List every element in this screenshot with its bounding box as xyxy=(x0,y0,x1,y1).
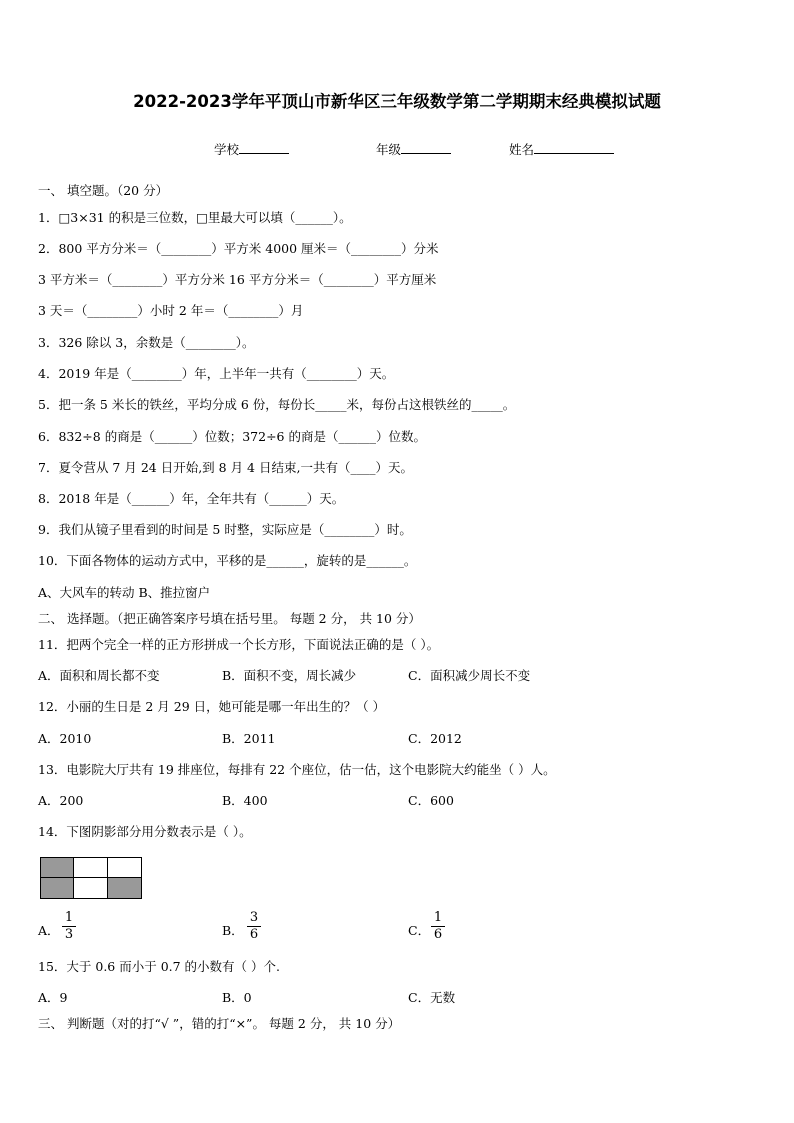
q14-option-b-fraction xyxy=(247,910,261,943)
name-label: 姓名 xyxy=(509,142,535,157)
q14-shaded-grid-figure xyxy=(40,857,142,899)
q15-option-c: C．无数 xyxy=(408,990,456,1005)
question-14: 14．下图阴影部分用分数表示是（ ）。 xyxy=(38,824,252,839)
question-7: 7．夏令营从 7 月 24 日开始,到 8 月 4 日结束,一共有（____）天。 xyxy=(38,460,413,475)
grade-label: 年级 xyxy=(376,142,402,157)
fraction-denominator: 3 xyxy=(64,927,74,942)
question-2c: 3 天＝（________）小时 2 年＝（________）月 xyxy=(38,303,304,318)
question-10: 10．下面各物体的运动方式中，平移的是______，旋转的是______。 xyxy=(38,553,417,568)
section-1-heading: 一、 填空题。（20 分） xyxy=(38,183,169,198)
q13-option-c: C．600 xyxy=(408,793,454,808)
grid-cell-blank xyxy=(74,878,107,898)
fraction-denominator: 6 xyxy=(433,927,443,942)
question-6: 6．832÷8 的商是（______）位数；372÷6 的商是（______）位数。 xyxy=(38,429,426,444)
question-11: 11．把两个完全一样的正方形拼成一个长方形，下面说法正确的是（ ）。 xyxy=(38,637,440,652)
q12-option-b: B．2011 xyxy=(222,731,276,746)
question-12: 12．小丽的生日是 2 月 29 日，她可能是哪一年出生的？（ ） xyxy=(38,699,386,714)
q14-option-a-fraction xyxy=(62,910,76,943)
fraction-denominator: 6 xyxy=(249,927,259,942)
question-15: 15．大于 0.6 而小于 0.7 的小数有（ ）个. xyxy=(38,959,281,974)
question-4: 4．2019 年是（________）年，上半年一共有（________）天。 xyxy=(38,366,395,381)
question-2b: 3 平方米＝（________）平方分米 16 平方分米＝（________）平方厘米 xyxy=(38,272,437,287)
q14-option-b-label: B． xyxy=(222,923,244,938)
grid-cell-shaded xyxy=(108,878,141,898)
page-title: 2022-2023学年平顶山市新华区三年级数学第二学期期末经典模拟试题 xyxy=(133,92,661,111)
question-5: 5．把一条 5 米长的铁丝，平均分成 6 份，每份长_____米，每份占这根铁丝的_____。 xyxy=(38,397,516,412)
grade-blank xyxy=(401,141,451,154)
q11-option-b: B．面积不变，周长减少 xyxy=(222,668,357,683)
question-1: 1．□3×31 的积是三位数，□里最大可以填（______）。 xyxy=(38,210,352,225)
name-field xyxy=(509,140,614,158)
grid-cell-shaded xyxy=(41,858,74,878)
grid-cell-blank xyxy=(74,858,107,878)
school-blank xyxy=(239,141,289,154)
question-3: 3．326 除以 3，余数是（________）。 xyxy=(38,335,255,350)
grid-cell-blank xyxy=(108,858,141,878)
q15-option-a: A．9 xyxy=(38,990,68,1005)
question-9: 9．我们从镜子里看到的时间是 5 时整，实际应是（________）时。 xyxy=(38,522,412,537)
question-13: 13．电影院大厅共有 19 排座位，每排有 22 个座位，估一估，这个电影院大约能坐（ ）人。 xyxy=(38,762,556,777)
q14-option-c-fraction xyxy=(431,910,445,943)
q13-option-b: B．400 xyxy=(222,793,268,808)
fraction-numerator: 1 xyxy=(431,910,445,927)
q15-option-b: B．0 xyxy=(222,990,252,1005)
q11-option-a: A．面积和周长都不变 xyxy=(38,668,160,683)
question-10-options: A、大风车的转动 B、推拉窗户 xyxy=(38,585,211,600)
question-2a: 2．800 平方分米＝（________）平方米 4000 厘米＝（________）分米 xyxy=(38,241,439,256)
section-2-heading: 二、 选择题。（把正确答案序号填在括号里。 每题 2 分， 共 10 分） xyxy=(38,611,421,626)
name-blank xyxy=(534,141,614,154)
question-8: 8．2018 年是（______）年，全年共有（______）天。 xyxy=(38,491,345,506)
q11-option-c: C．面积减少周长不变 xyxy=(408,668,531,683)
q13-option-a: A．200 xyxy=(38,793,84,808)
q14-option-a-label: A． xyxy=(38,923,60,938)
fraction-numerator: 1 xyxy=(62,910,76,927)
school-field xyxy=(214,140,289,158)
q12-option-c: C．2012 xyxy=(408,731,462,746)
grid-cell-shaded xyxy=(41,878,74,898)
school-label: 学校 xyxy=(214,142,240,157)
section-3-heading: 三、 判断题（对的打“√ ”，错的打“×”。 每题 2 分， 共 10 分） xyxy=(38,1016,401,1031)
grade-field xyxy=(376,140,451,158)
q12-option-a: A．2010 xyxy=(38,731,92,746)
q14-option-c-label: C． xyxy=(408,923,431,938)
fraction-numerator: 3 xyxy=(247,910,261,927)
